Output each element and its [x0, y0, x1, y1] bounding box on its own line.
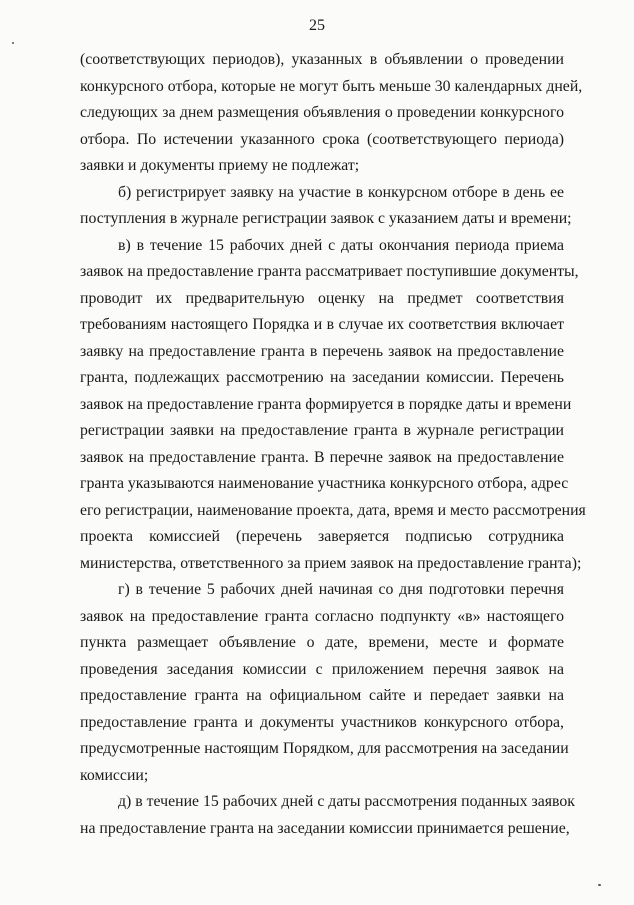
- text-line: гранта, подлежащих рассмотрению на заседании комиссии. Перечень: [80, 369, 564, 386]
- text-line: конкурсного отбора, которые не могут быть меньше 30 календарных дней,: [80, 77, 583, 95]
- text-line: г) в течение 5 рабочих дней начиная со дня подготовки перечня: [118, 581, 564, 598]
- document-body: [80, 47, 586, 842]
- text-line: министерства, ответственного за прием заявок на предоставление гранта);: [80, 554, 582, 572]
- scan-speck: [12, 42, 14, 44]
- text-line: проводит их предварительную оценку на предмет соответствия: [80, 289, 564, 307]
- text-line: отбора. По истечении указанного срока (соответствующего периода): [80, 130, 564, 148]
- text-line: пункта размещает объявление о дате, времени, месте и формате: [80, 634, 564, 651]
- text-line: требованиям настоящего Порядка и в случае их соответствия включает: [80, 316, 564, 333]
- text-line: предоставление гранта на официальном сайте и передает заявки на: [80, 687, 564, 704]
- text-line: поступления в журнале регистрации заявок с указанием даты и времени;: [80, 210, 572, 227]
- text-line: заявок на предоставление гранта формируется в порядке даты и времени: [80, 395, 572, 413]
- text-line: предусмотренные настоящим Порядком, для рассмотрения на заседании: [80, 740, 569, 757]
- text-line: (соответствующих периодов), указанных в объявлении о проведении: [80, 51, 564, 68]
- text-line: заявку на предоставление гранта в перечень заявок на предоставление: [80, 342, 564, 360]
- text-line: гранта указываются наименование участника конкурсного отбора, адрес: [80, 475, 569, 492]
- text-line: на предоставление гранта на заседании комиссии принимается решение,: [80, 819, 570, 837]
- text-line: заявок на предоставление гранта. В перечне заявок на предоставление: [80, 448, 564, 466]
- text-line: заявок на предоставление гранта согласно подпункту «в» настоящего: [80, 607, 564, 625]
- page-number: 25: [309, 17, 325, 34]
- text-line: б) регистрирует заявку на участие в конкурсном отборе в день ее: [118, 183, 564, 201]
- text-line: следующих за днем размещения объявления о проведении конкурсного: [80, 104, 564, 121]
- text-line: д) в течение 15 рабочих дней с даты рассмотрения поданных заявок: [118, 793, 575, 810]
- text-line: его регистрации, наименование проекта, дата, время и место рассмотрения: [80, 501, 586, 519]
- text-line: в) в течение 15 рабочих дней с даты окончания периода приема: [118, 236, 564, 254]
- text-line: комиссии;: [80, 766, 149, 784]
- text-line: заявки и документы приему не подлежат;: [80, 157, 360, 174]
- text-line: проекта комиссией (перечень заверяется подписью сотрудника: [80, 528, 564, 545]
- text-line: предоставление гранта и документы участников конкурсного отбора,: [80, 713, 564, 731]
- text-line: проведения заседания комиссии с приложением перечня заявок на: [80, 660, 564, 678]
- text-line: регистрации заявки на предоставление гранта в журнале регистрации: [80, 422, 564, 439]
- scan-speck: [598, 884, 601, 886]
- text-line: заявок на предоставление гранта рассматривает поступившие документы,: [80, 263, 579, 280]
